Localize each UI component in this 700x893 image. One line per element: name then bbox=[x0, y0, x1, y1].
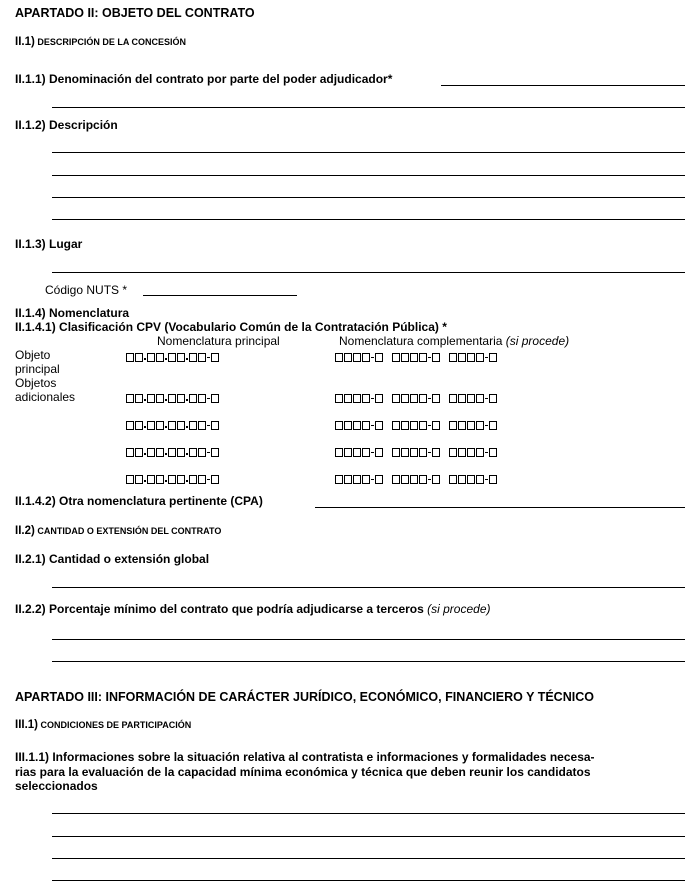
cpv-principal-code-3[interactable] bbox=[126, 420, 220, 430]
section-iii-1-title: CONDICIONES DE PARTICIPACIÓN bbox=[40, 720, 192, 730]
column-header-complementaria bbox=[339, 334, 569, 348]
cpa-line[interactable] bbox=[315, 507, 685, 508]
apartado-ii-title: APARTADO II: OBJETO DEL CONTRATO bbox=[15, 6, 255, 20]
cpv-complementary-codes-5[interactable] bbox=[335, 474, 498, 484]
field-label-nuts: Código NUTS * bbox=[45, 283, 128, 297]
denominacion-line-1[interactable] bbox=[441, 85, 685, 86]
column-header-principal: Nomenclatura principal bbox=[157, 334, 280, 348]
field-label-cpa: II.1.4.2) Otra nomenclatura pertinente (CPA) bbox=[15, 494, 263, 508]
section-ii-1-title: DESCRIPCIÓN DE LA CONCESIÓN bbox=[37, 37, 187, 47]
section-ii-1-heading bbox=[15, 36, 186, 48]
descripcion-line-4[interactable] bbox=[52, 219, 685, 220]
section-ii-2-title: CANTIDAD O EXTENSIÓN DEL CONTRATO bbox=[37, 526, 222, 536]
section-ii-2-number: II.2) bbox=[15, 525, 35, 537]
row-label-objetos: Objetos bbox=[15, 376, 57, 390]
field-label-cantidad: II.2.1) Cantidad o extensión global bbox=[15, 552, 210, 566]
descripcion-line-3[interactable] bbox=[52, 197, 685, 198]
porcentaje-note: (si procede) bbox=[427, 602, 491, 616]
informaciones-line-1[interactable] bbox=[52, 813, 685, 814]
row-label-objeto: Objeto bbox=[15, 348, 51, 362]
field-label-descripcion: II.1.2) Descripción bbox=[15, 118, 118, 132]
informaciones-line-3[interactable] bbox=[52, 858, 685, 859]
informaciones-line-4[interactable] bbox=[52, 880, 685, 881]
cpv-principal-code-4[interactable] bbox=[126, 447, 220, 457]
row-label-principal: principal bbox=[15, 362, 60, 376]
cpv-principal-code-5[interactable] bbox=[126, 474, 220, 484]
section-iii-1-heading bbox=[15, 719, 191, 731]
cpv-complementary-codes-3[interactable] bbox=[335, 420, 498, 430]
field-label-lugar: II.1.3) Lugar bbox=[15, 237, 83, 251]
si-procede-note: (si procede) bbox=[505, 334, 570, 348]
field-label-informaciones-l1: III.1.1) Informaciones sobre la situación relativa al contratista e informaciones y formalidades necesa- bbox=[15, 750, 595, 764]
nuts-line[interactable] bbox=[143, 295, 297, 296]
field-label-informaciones-l2: rias para la evaluación de la capacidad mínima económica y técnica que deben reunir los candidatos bbox=[15, 765, 591, 779]
section-iii-1-number: III.1) bbox=[15, 719, 39, 731]
cpv-principal-code-2[interactable] bbox=[126, 393, 220, 403]
porcentaje-line-2[interactable] bbox=[52, 661, 685, 662]
row-label-adicionales: adicionales bbox=[15, 390, 76, 404]
field-label-nomenclatura: II.1.4) Nomenclatura bbox=[15, 306, 130, 320]
porcentaje-line-1[interactable] bbox=[52, 639, 685, 640]
field-label-porcentaje bbox=[15, 602, 491, 616]
section-ii-1-number: II.1) bbox=[15, 36, 35, 48]
cpv-complementary-codes-4[interactable] bbox=[335, 447, 498, 457]
cpv-principal-code-1[interactable] bbox=[126, 352, 220, 362]
lugar-line[interactable] bbox=[52, 272, 685, 273]
informaciones-line-2[interactable] bbox=[52, 836, 685, 837]
cantidad-line[interactable] bbox=[52, 587, 685, 588]
cpv-complementary-codes-2[interactable] bbox=[335, 393, 498, 403]
descripcion-line-2[interactable] bbox=[52, 175, 685, 176]
cpv-complementary-codes-1[interactable] bbox=[335, 352, 498, 362]
section-ii-2-heading bbox=[15, 525, 221, 537]
field-label-informaciones-l3: seleccionados bbox=[15, 779, 98, 793]
apartado-iii-title: APARTADO III: INFORMACIÓN DE CARÁCTER JURÍDICO, ECONÓMICO, FINANCIERO Y TÉCNICO bbox=[15, 690, 594, 704]
descripcion-line-1[interactable] bbox=[52, 152, 685, 153]
denominacion-line-2[interactable] bbox=[52, 107, 685, 108]
field-label-cpv: II.1.4.1) Clasificación CPV (Vocabulario Común de la Contratación Pública) * bbox=[15, 320, 447, 334]
complementaria-label: Nomenclatura complementaria bbox=[339, 334, 503, 348]
field-label-denominacion: II.1.1) Denominación del contrato por parte del poder adjudicador* bbox=[15, 72, 393, 86]
porcentaje-label: II.2.2) Porcentaje mínimo del contrato que podría adjudicarse a terceros bbox=[15, 602, 424, 616]
